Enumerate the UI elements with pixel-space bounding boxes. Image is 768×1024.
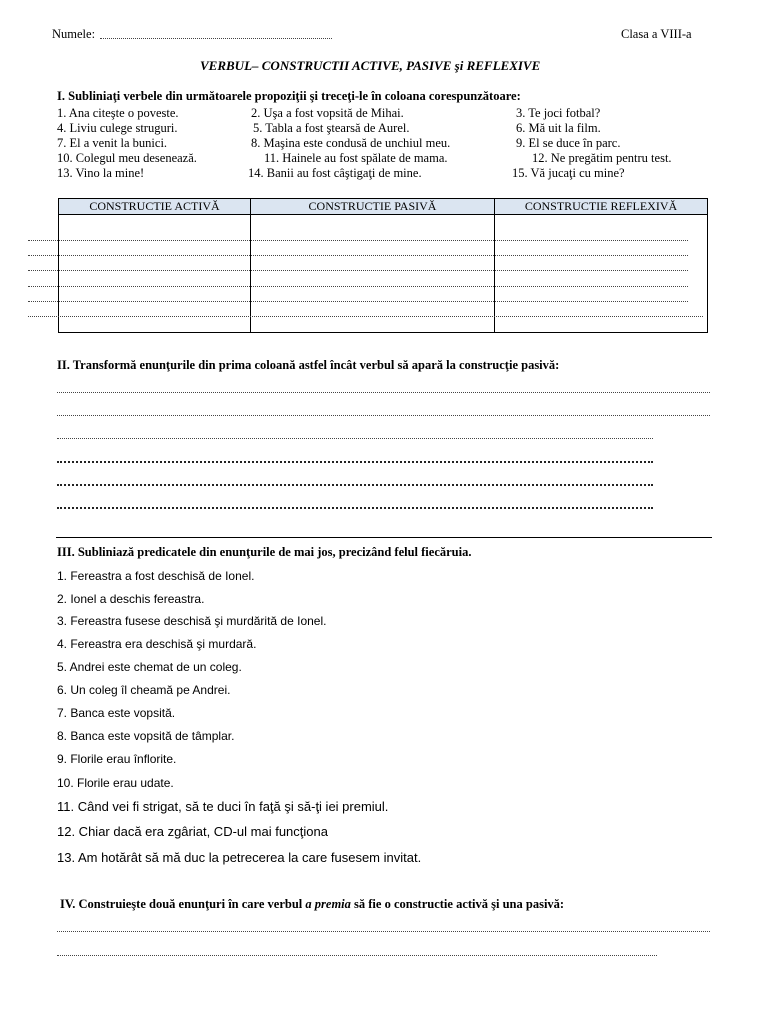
section4-answer-line[interactable] <box>57 931 710 932</box>
section2-answer-line[interactable] <box>57 438 653 439</box>
section2-answer-line[interactable] <box>57 461 653 463</box>
sentence-13: 13. Vino la mine! <box>57 166 145 180</box>
exercise3-item: 6. Un coleg îl cheamă pe Andrei. <box>57 683 231 697</box>
section2-answer-line[interactable] <box>57 507 653 509</box>
name-answer-line[interactable] <box>100 38 332 39</box>
exercise3-item: 2. Ionel a deschis fereastra. <box>57 592 205 606</box>
sentence-6: 6. Mă uit la film. <box>516 121 601 135</box>
table-answer-line[interactable] <box>28 316 703 317</box>
exercise3-item: 5. Andrei este chemat de un coleg. <box>57 660 242 674</box>
sentence-9: 9. El se duce în parc. <box>516 136 621 150</box>
exercise3-item: 4. Fereastra era deschisă şi murdară. <box>57 637 257 651</box>
exercise3-item: 13. Am hotărât să mă duc la petrecerea la care fusesem invitat. <box>57 850 422 865</box>
exercise3-item: 1. Fereastra a fost deschisă de Ionel. <box>57 569 255 583</box>
section4-heading-suffix: să fie o constructie activă şi una pasivă: <box>350 897 565 911</box>
sentence-7: 7. El a venit la bunici. <box>57 136 168 150</box>
exercise3-item: 10. Florile erau udate. <box>57 776 174 790</box>
section4-heading-prefix: IV. Construieşte două enunţuri în care verbul <box>60 897 306 911</box>
sentence-12: 12. Ne pregătim pentru test. <box>532 151 672 165</box>
sentence-15: 15. Vă jucaţi cu mine? <box>512 166 625 180</box>
sentence-2: 2. Uşa a fost vopsită de Mihai. <box>251 106 404 120</box>
exercise3-item: 12. Chiar dacă era zgâriat, CD-ul mai funcţiona <box>57 824 328 839</box>
sentence-5: 5. Tabla a fost ştearsă de Aurel. <box>253 121 410 135</box>
table-answer-line[interactable] <box>28 286 688 287</box>
section-divider <box>56 537 712 538</box>
exercise3-item: 3. Fereastra fusese deschisă şi murdărită de Ionel. <box>57 614 327 628</box>
passive-answer-cell[interactable] <box>251 215 495 333</box>
sentence-3: 3. Te joci fotbal? <box>516 106 601 120</box>
constructions-table <box>58 198 708 333</box>
sentence-4: 4. Liviu culege struguri. <box>57 121 178 135</box>
table-answer-line[interactable] <box>28 301 688 302</box>
header-passive: CONSTRUCTIE PASIVĂ <box>251 199 495 215</box>
section2-answer-line[interactable] <box>57 484 653 486</box>
section3-heading: III. Subliniază predicatele din enunţurile de mai jos, precizând felul fiecăruia. <box>57 545 472 559</box>
section4-answer-line[interactable] <box>57 955 657 956</box>
name-label: Numele: <box>52 27 96 41</box>
exercise3-item: 9. Florile erau înflorite. <box>57 752 177 766</box>
worksheet-title: VERBUL– CONSTRUCTII ACTIVE, PASIVE şi REFLEXIVE <box>200 58 541 73</box>
table-answer-line[interactable] <box>28 255 688 256</box>
table-answer-line[interactable] <box>28 270 688 271</box>
sentence-14: 14. Banii au fost câştigaţi de mine. <box>248 166 422 180</box>
active-answer-cell[interactable] <box>59 215 251 333</box>
header-reflexive: CONSTRUCTIE REFLEXIVĂ <box>495 199 708 215</box>
section2-answer-line[interactable] <box>57 415 710 416</box>
header-active: CONSTRUCTIE ACTIVĂ <box>59 199 251 215</box>
sentence-10: 10. Colegul meu desenează. <box>57 151 197 165</box>
section2-answer-line[interactable] <box>57 392 710 393</box>
class-label: Clasa a VIII-a <box>621 27 692 41</box>
exercise3-item: 11. Când vei fi strigat, să te duci în faţă şi să-ţi iei premiul. <box>57 799 389 814</box>
section4-heading <box>60 897 564 912</box>
sentence-8: 8. Maşina este condusă de unchiul meu. <box>251 136 451 150</box>
section2-heading: II. Transformă enunţurile din prima coloană astfel încât verbul să apară la construcţie pasivă: <box>57 358 560 372</box>
section4-heading-verb: a premia <box>305 897 351 911</box>
section1-heading: I. Subliniaţi verbele din următoarele propoziţii şi treceţi-le în coloana corespunzătoare: <box>57 89 521 103</box>
exercise3-item: 8. Banca este vopsită de tâmplar. <box>57 729 235 743</box>
reflexive-answer-cell[interactable] <box>495 215 708 333</box>
exercise3-item: 7. Banca este vopsită. <box>57 706 176 720</box>
sentence-1: 1. Ana citeşte o poveste. <box>57 106 179 120</box>
table-answer-line[interactable] <box>28 240 688 241</box>
sentence-11: 11. Hainele au fost spălate de mama. <box>264 151 448 165</box>
